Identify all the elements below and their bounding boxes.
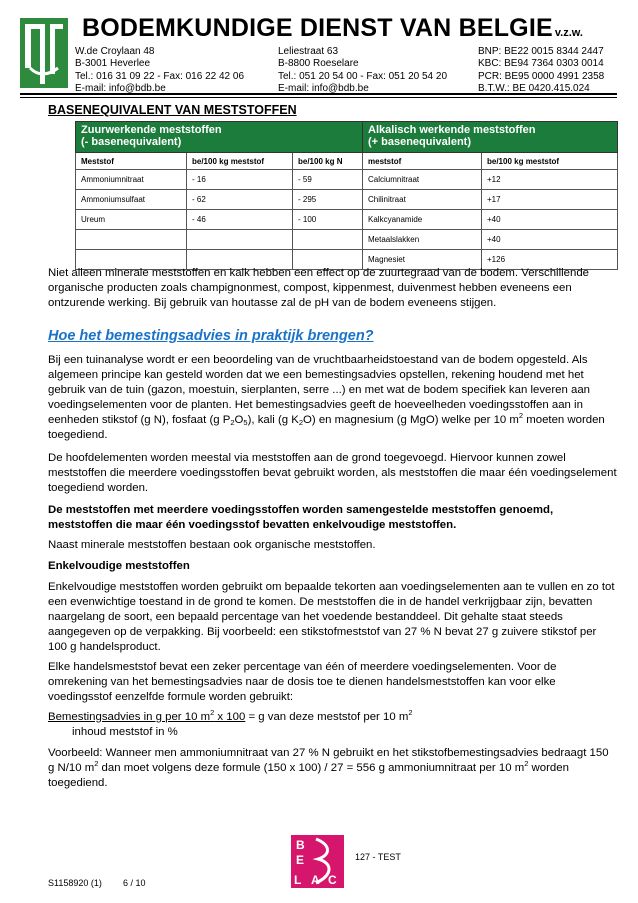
belac-letter: C [328, 873, 337, 887]
text-run: Bij een tuinanalyse wordt er een beoordeling van de vruchtbaarheidstoestand van de bodem opgesteld. Als algemeen principe kan gesteld worden dat we een bemestingsadvies opstellen, rekening houdend met het gebruik van de tuin (gazon, moestuin, sierplanten, serre ...) en met wat de bodem specifiek kan leveren aan voedingselementen voor de planten. Het bemestingsadvies geeft de hoeveelheden voedingsstoffen aan in eenheden stikstof (g N), fosfaat (g P [48, 354, 590, 426]
superscript: 2 [408, 708, 413, 717]
address-line: E-mail: info@bdb.be [278, 83, 369, 95]
table-cell: +40 [482, 210, 618, 230]
section-subheading: Hoe het bemestingsadvies in praktijk brengen? [48, 328, 374, 344]
column-header: meststof [363, 153, 482, 170]
bank-details [478, 46, 604, 96]
table-cell: Magnesiet [363, 250, 482, 270]
table-cell: - 295 [293, 190, 363, 210]
table-cell [293, 230, 363, 250]
subscript: 5 [243, 418, 248, 427]
superscript: 2 [518, 411, 524, 420]
group-acidic-title: Zuurwerkende meststoffen [81, 124, 222, 136]
column-header: be/100 kg meststof [187, 153, 293, 170]
intro-paragraph: Niet alleen minerale meststoffen en kalk hebben een effect op de zuurtegraad van de bodem. Verschillende organische producten zoals champignonmest, compost, kippenmest, duivenmest hebben eveneens een ontzurende werking. Bij gebruik van houtasse zal de pH van de bodem eveneens stijgen. [48, 267, 589, 309]
address-line: E-mail: info@bdb.be [75, 83, 166, 95]
table-row [76, 210, 618, 230]
belac-letter: L [294, 873, 302, 887]
column-header: be/100 kg meststof [482, 153, 618, 170]
basenequivalent-table [75, 121, 618, 270]
formula-denominator: inhoud meststof in % [72, 726, 178, 738]
text-run: moeten worden toegediend. [48, 414, 605, 441]
text-run: dan moet volgens deze formule (150 x 100) / 27 = 556 g ammoniumnitraat per 10 m [98, 762, 525, 774]
table-row [76, 170, 618, 190]
text-run: O) en magnesium (g MgO) welke per 10 m [303, 414, 519, 426]
document-reference: S1158920 (1) [48, 878, 102, 888]
org-name-text: BODEMKUNDIGE DIENST VAN BELGIE [82, 14, 553, 42]
belac-letter: A [311, 873, 320, 887]
table-cell: +40 [482, 230, 618, 250]
table-cell: Ammoniumnitraat [76, 170, 187, 190]
table-cell: +12 [482, 170, 618, 190]
subscript: 2 [230, 418, 235, 427]
table-cell: - 62 [187, 190, 293, 210]
paragraph-definition: De meststoffen met meerdere voedingsstoffen worden samengestelde meststoffen genoemd, meststoffen die maar één voedingsstof bevatten enkelvoudige meststoffen. [48, 504, 554, 531]
bdb-logo [20, 18, 68, 88]
org-suffix: v.z.w. [554, 27, 583, 39]
group-alkaline-title: Alkalisch werkende meststoffen [368, 124, 536, 136]
address-heverlee [75, 46, 244, 96]
table-cell [187, 230, 293, 250]
group-alkaline-subtitle: (+ basenequivalent) [368, 136, 472, 148]
table-cell: Metaalslakken [363, 230, 482, 250]
table-cell: - 59 [293, 170, 363, 190]
superscript: 2 [210, 708, 215, 717]
formula-numerator [48, 708, 246, 723]
address-line: Leliestraat 63 [278, 46, 339, 57]
header-divider-thin [20, 97, 617, 98]
subscript: 2 [298, 418, 304, 427]
text-run: Bemestingsadvies in g per 10 m [48, 711, 211, 723]
page-number: 6 / 10 [123, 878, 146, 888]
address-line: W.de Croylaan 48 [75, 46, 155, 57]
address-line: Tel.: 016 31 09 22 - Fax: 016 22 42 06 [75, 70, 245, 82]
column-header: Meststof [76, 153, 187, 170]
table-cell: Chilinitraat [363, 190, 482, 210]
bank-line: B.T.W.: BE 0420.415.024 [478, 83, 590, 95]
paragraph-example [48, 746, 618, 791]
paragraph-analysis [48, 353, 618, 443]
belac-letter: E [296, 853, 305, 867]
table-cell [76, 230, 187, 250]
section-title: BASENEQUIVALENT VAN MESTSTOFFEN [48, 103, 297, 117]
column-header: be/100 kg N [293, 153, 363, 170]
text-run: ), kali (g K [247, 414, 299, 426]
table-cell: Calciumnitraat [363, 170, 482, 190]
subsection-heading: Enkelvoudige meststoffen [48, 560, 190, 572]
superscript: 2 [524, 759, 529, 768]
header-divider [20, 93, 617, 95]
belac-letter: B [296, 838, 305, 852]
superscript: 2 [94, 759, 99, 768]
belac-logo [291, 835, 344, 888]
group-acidic [76, 122, 363, 153]
bank-line: KBC: BE94 7364 0303 0014 [478, 58, 604, 70]
text-run: Voorbeeld: Wanneer men ammoniumnitraat van 27 % N gebruikt en het stikstofbemestingsadvies bedraagt 150 g N/10 m [48, 747, 609, 774]
table-cell: - 46 [187, 210, 293, 230]
address-line: B-3001 Heverlee [75, 58, 151, 70]
table-column-headers [76, 153, 618, 170]
text-run: = g van deze meststof per 10 m [245, 711, 409, 723]
table-cell: +126 [482, 250, 618, 270]
table-cell: +17 [482, 190, 618, 210]
table-cell: Ammoniumsulfaat [76, 190, 187, 210]
org-name [82, 14, 583, 43]
formula [48, 708, 413, 723]
address-line: B-8800 Roeselare [278, 58, 359, 70]
table-cell: - 100 [293, 210, 363, 230]
table-row [76, 190, 618, 210]
accreditation-test-label: 127 - TEST [355, 852, 401, 862]
text-run: x 100 [214, 711, 246, 723]
address-line: Tel.: 051 20 54 00 - Fax: 051 20 54 20 [278, 70, 448, 82]
table-cell: Kalkcyanamide [363, 210, 482, 230]
address-roeselare [278, 46, 447, 96]
table-cell: - 16 [187, 170, 293, 190]
text-run: worden toegediend. [48, 762, 569, 789]
table-cell: Ureum [76, 210, 187, 230]
text-run: O [234, 414, 244, 426]
table-row [76, 230, 618, 250]
paragraph-main-elements: De hoofdelementen worden meestal via meststoffen aan de grond toegevoegd. Hiervoor kunnen zowel meststoffen die meerdere voedingsstoffen bevat gebruikt worden, als meststoffen die maar één voedingselement toegediend worden. [48, 452, 617, 494]
bank-line: BNP: BE22 0015 8344 2447 [478, 46, 604, 57]
bank-line: PCR: BE95 0000 4991 2358 [478, 70, 605, 82]
paragraph-single-fertilizers: Enkelvoudige meststoffen worden gebruikt om bepaalde tekorten aan voedingselementen aan te vullen en zo tot een evenwichtige toestand in de grond te komen. De meststoffen die in de handel verkrijgbaar zijn, bevatten naargelang de soort, een bepaald percentage van het voedende bestanddeel. Dit gehalte staat steeds aangegeven op de verpakking. Bij voorbeeld: een stikstofmeststof van 27 % N bevat 27 g zuivere stikstof per 100 g handelsproduct. [48, 581, 615, 653]
group-alkaline [363, 122, 618, 153]
paragraph-conversion: Elke handelsmeststof bevat een zeker percentage van één of meerdere voedingselementen. Voor de omrekening van het bemestingsadvies naar de dosis toe te dienen handelsmeststoffen kan voor elke voedingsstof eenzelfde formule worden gebruikt: [48, 661, 557, 703]
group-acidic-subtitle: (- basenequivalent) [81, 136, 182, 148]
paragraph-organic: Naast minerale meststoffen bestaan ook organische meststoffen. [48, 539, 376, 551]
